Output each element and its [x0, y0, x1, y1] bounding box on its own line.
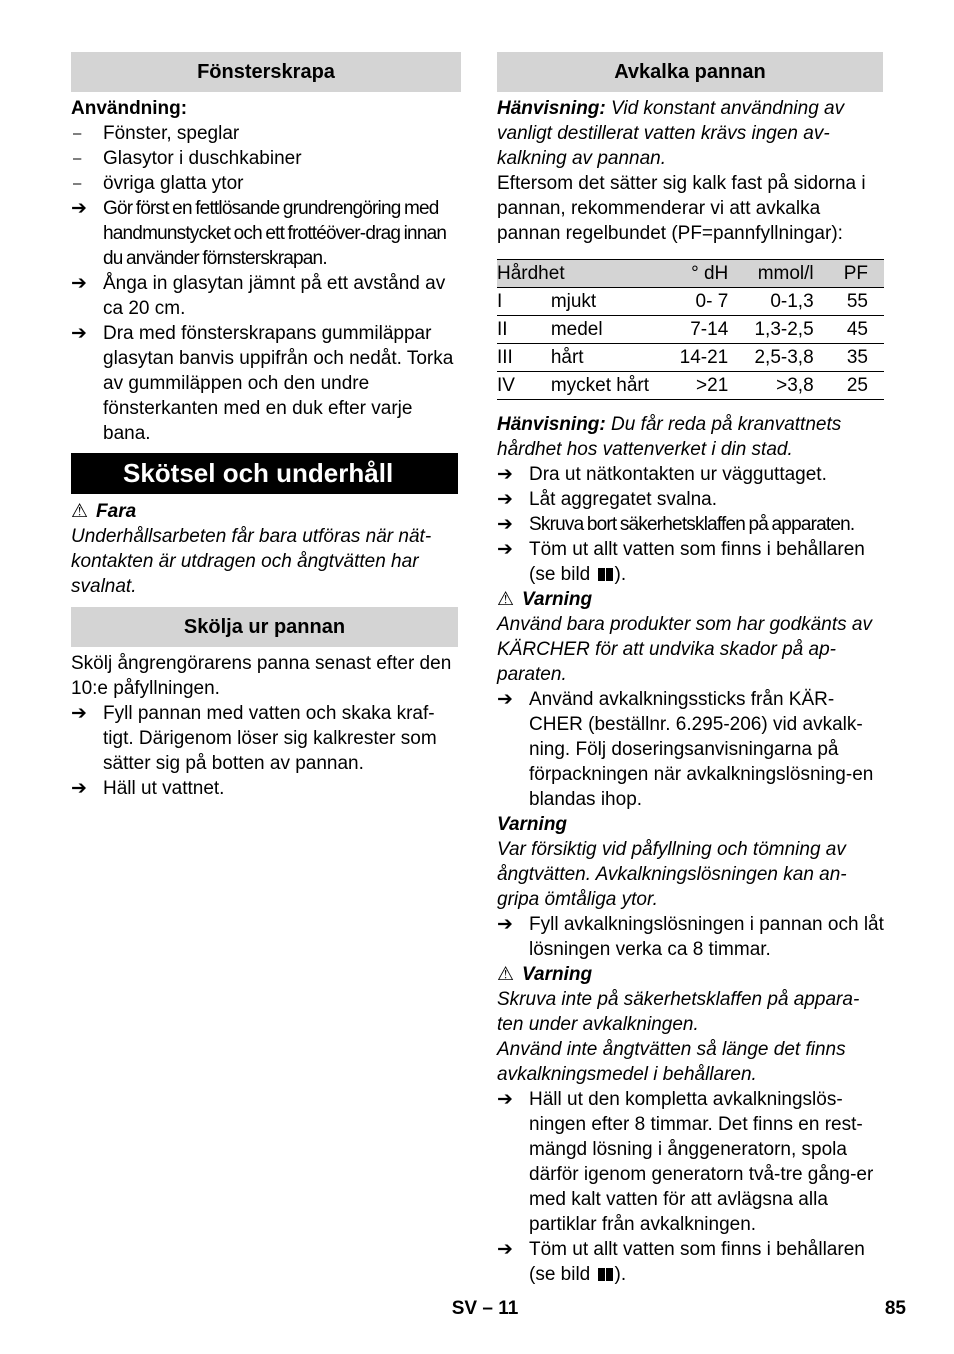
- figure-reference-icon: [598, 568, 613, 581]
- left-column: [71, 52, 461, 801]
- dash-icon: –: [73, 150, 82, 167]
- list-item: ➔ Gör först en fettlösande grundrengöring med handmunstycket och ett frottéöver-drag innan du använder förnsterskrapan.: [71, 198, 447, 269]
- table-header-row: Hårdhet ° dH mmol/l PF: [497, 260, 884, 288]
- warning-text: Använd inte ångtvätten så länge det finns avkalkningsmedel i behållaren.: [497, 1039, 846, 1085]
- list-item: ➔ Låt aggregatet svalna.: [497, 489, 718, 510]
- note-paragraph: Hänvisning: Du får reda på kranvattnets hårdhet hos vattenverket i din stad.: [497, 414, 842, 460]
- list-item: ➔ Skruva bort säkerhetsklaffen på apparaten.: [497, 514, 855, 535]
- section-title-window-scraper: Fönsterskrapa: [71, 52, 461, 92]
- arrow-right-icon: ➔: [71, 778, 87, 799]
- footer-section-label: SV – 11: [451, 1298, 519, 1319]
- table-row: I mjukt 0- 7 0-1,3 55: [497, 288, 884, 316]
- arrow-right-icon: ➔: [71, 198, 87, 219]
- note-paragraph: Hänvisning: Vid konstant användning av vanligt destillerat vatten krävs ingen av-kalkning av pannan.: [497, 98, 845, 169]
- arrow-right-icon: ➔: [497, 1089, 513, 1110]
- list-item: ➔ Fyll avkalkningslösningen i pannan och låt lösningen verka ca 8 timmar.: [497, 914, 884, 960]
- arrow-right-icon: ➔: [497, 689, 513, 710]
- list-item: ➔ Dra med fönsterskrapans gummiläppar glasytan banvis uppifrån och nedåt. Torka av gummiläppen och den undre fönsterkanten med en duk efter varje bana.: [71, 323, 454, 444]
- arrow-right-icon: ➔: [71, 323, 87, 344]
- warning-text: Skruva inte på säkerhetsklaffen på appara-ten under avkalkningen.: [497, 989, 860, 1035]
- list-item: – Glasytor i duschkabiner: [73, 148, 302, 169]
- list-item: ➔ Fyll pannan med vatten och skaka kraf-tigt. Därigenom löser sig kalkrester som sätter sig på botten av pannan.: [71, 703, 437, 774]
- list-item: – övriga glatta ytor: [73, 173, 244, 194]
- danger-text: Underhållsarbeten får bara utföras när nät-kontakten är utdragen och ångtvätten har svalnat.: [71, 526, 432, 597]
- list-item: ➔ Använd avkalkningssticks från KÄR-CHER (beställnr. 6.295-206) vid avkalk-ning. Följ doseringsanvisningarna på förpackningen när avkalkningslösning-en blandas ihop.: [497, 689, 874, 810]
- dash-icon: –: [73, 125, 82, 142]
- table-row: IV mycket hårt >21 >3,8 25: [497, 372, 884, 400]
- arrow-right-icon: ➔: [71, 273, 87, 294]
- dash-icon: –: [73, 175, 82, 192]
- list-item: – Fönster, speglar: [73, 123, 240, 144]
- list-item: ➔ Ånga in glasytan jämnt på ett avstånd av ca 20 cm.: [71, 273, 446, 319]
- arrow-right-icon: ➔: [497, 489, 513, 510]
- list-item: ➔ Dra ut nätkontakten ur vägguttaget.: [497, 464, 827, 485]
- warning-triangle-icon: ⚠: [497, 589, 515, 610]
- list-item: ➔ Häll ut vattnet.: [71, 778, 225, 799]
- warning-triangle-icon: ⚠: [497, 964, 515, 985]
- arrow-right-icon: ➔: [497, 514, 513, 535]
- arrow-right-icon: ➔: [497, 539, 513, 560]
- arrow-right-icon: ➔: [497, 914, 513, 935]
- warning-heading: Varning: [497, 814, 568, 835]
- page-number: 85: [884, 1298, 906, 1319]
- section-title-rinse-boiler: Skölja ur pannan: [71, 607, 458, 647]
- main-title-maintenance: Skötsel och underhåll: [71, 453, 458, 494]
- arrow-right-icon: ➔: [497, 1239, 513, 1260]
- list-item: ➔ Töm ut allt vatten som finns i behållaren (se bild ).: [497, 539, 865, 585]
- usage-label: Användning:: [71, 98, 188, 119]
- arrow-right-icon: ➔: [497, 464, 513, 485]
- warning-triangle-icon: ⚠: [71, 501, 89, 522]
- table-row: III hårt 14-21 2,5-3,8 35: [497, 344, 884, 372]
- warning-text: Var försiktig vid påfyllning och tömning av ångtvätten. Avkalkningslösningen kan an-gripa ömtåliga ytor.: [497, 839, 847, 910]
- list-item: ➔ Häll ut den kompletta avkalkningslös-ningen efter 8 timmar. Det finns en rest-mängd lösning i ånggeneratorn, spola därför igenom generatorn två-tre gång-er med kalt vatten för att avlägsna alla partiklar från avkalkningen.: [497, 1089, 874, 1235]
- descale-intro: Eftersom det sätter sig kalk fast på sidorna i pannan, rekommenderar vi att avkalka pannan regelbundet (PF=pannfyllningar):: [497, 173, 866, 244]
- warning-text: Använd bara produkter som har godkänts av KÄRCHER för att undvika skador på ap-paraten.: [497, 614, 872, 685]
- warning-heading: ⚠ Varning: [497, 589, 593, 610]
- table-row: II medel 7-14 1,3-2,5 45: [497, 316, 884, 344]
- arrow-right-icon: ➔: [71, 703, 87, 724]
- rinse-intro: Skölj ångrengörarens panna senast efter den 10:e påfyllningen.: [71, 653, 452, 699]
- list-item: ➔ Töm ut allt vatten som finns i behållaren (se bild ).: [497, 1239, 865, 1285]
- danger-heading: ⚠ Fara: [71, 501, 137, 522]
- figure-reference-icon: [598, 1268, 613, 1281]
- right-column: [497, 52, 884, 1287]
- section-title-descale-boiler: Avkalka pannan: [497, 52, 883, 92]
- hardness-table: [497, 259, 884, 400]
- warning-heading: ⚠ Varning: [497, 964, 593, 985]
